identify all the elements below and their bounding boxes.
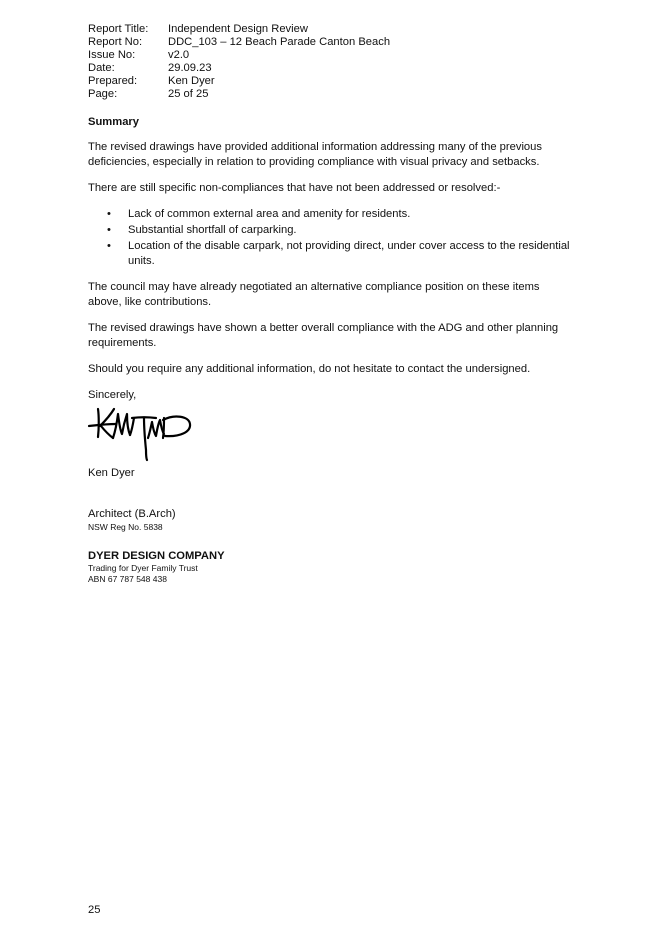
header-row-date [88,62,390,75]
header-value: DDC_103 – 12 Beach Parade Canton Beach [168,36,391,48]
header-label: Report Title: [88,23,149,35]
closing-salutation: Sincerely, [88,389,137,401]
compliance-paragraph: The revised drawings have shown a better overall compliance with the ADG and other planning requirements. [88,322,559,349]
bullet-icon: • [107,224,111,236]
list-item [88,223,570,238]
header-row-issue-no [88,49,390,62]
summary-paragraph: The revised drawings have provided additional information addressing many of the previous deficiencies, especially in relation to providing compliance with visual privacy and setbacks. [88,141,542,168]
non-compliance-list [88,207,570,269]
contributions-paragraph: The council may have already negotiated an alternative compliance position on these items above, like contributions. [88,281,540,308]
registration-number: NSW Reg No. 5838 [88,522,163,532]
header-value: 29.09.23 [168,62,212,74]
company-name: DYER DESIGN COMPANY [88,550,225,562]
header-value: 25 of 25 [168,88,209,100]
header-row-report-no [88,36,390,49]
signer-name: Ken Dyer [88,467,135,479]
report-header [88,23,390,101]
company-trading-line: Trading for Dyer Family Trust [88,563,198,573]
company-abn: ABN 67 787 548 438 [88,573,167,584]
header-label: Issue No: [88,49,136,61]
list-item-text: Lack of common external area and amenity for residents. [128,208,411,220]
header-label: Report No: [88,36,143,48]
header-label: Date: [88,62,115,74]
header-row-page [88,88,390,101]
bullet-icon: • [107,240,111,252]
list-item [88,207,570,222]
list-item-text: Location of the disable carpark, not providing direct, under cover access to the residential units. [128,240,570,267]
contact-paragraph: Should you require any additional information, do not hesitate to contact the undersigned. [88,363,531,375]
header-label: Page: [88,88,118,100]
document-body [88,115,570,584]
header-row-prepared [88,75,390,88]
signer-credential: Architect (B.Arch) [88,508,176,520]
non-compliance-intro: There are still specific non-compliances that have not been addressed or resolved:- [88,182,501,194]
header-row-title [88,23,390,36]
header-value: Ken Dyer [168,75,215,87]
header-value: Independent Design Review [168,23,308,35]
summary-heading: Summary [88,116,139,128]
signature-icon [86,404,196,462]
list-item-text: Substantial shortfall of carparking. [128,224,297,236]
bullet-icon: • [107,208,111,220]
page-number: 25 [88,904,101,916]
header-value: v2.0 [168,49,190,61]
header-label: Prepared: [88,75,138,87]
list-item [88,239,570,269]
